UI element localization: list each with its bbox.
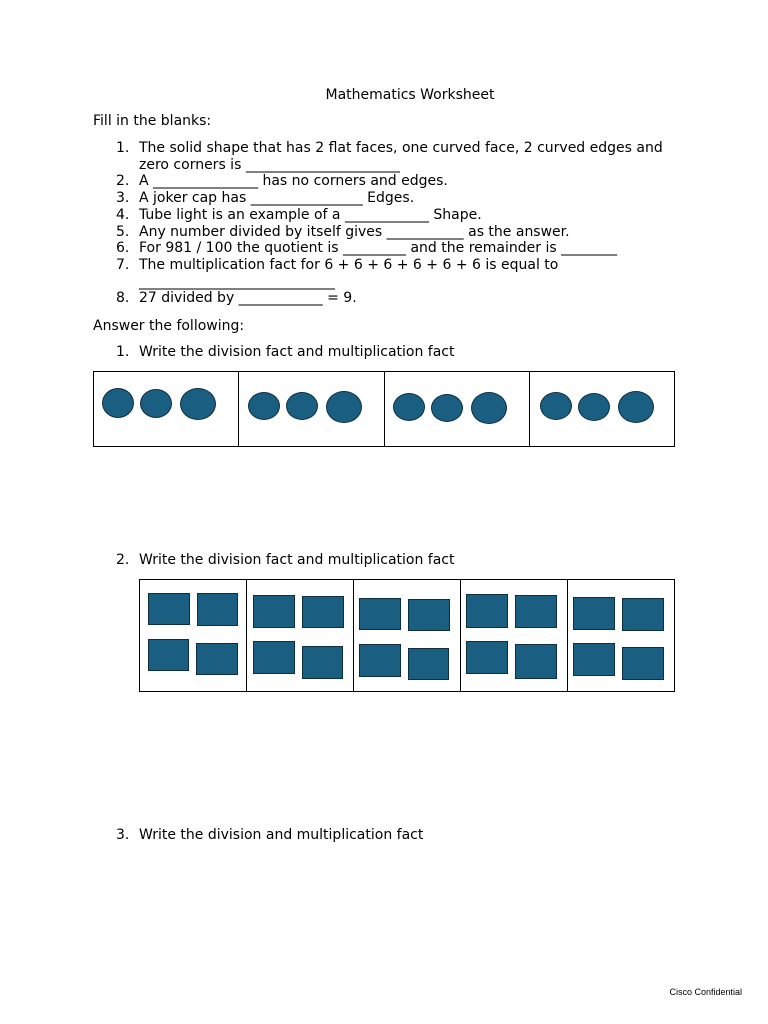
circle-shape	[180, 388, 216, 420]
square-group-cell	[246, 580, 353, 691]
square-shape	[466, 641, 508, 674]
square-group-cell	[567, 580, 674, 691]
square-shape	[622, 598, 664, 631]
square-shape	[622, 647, 664, 680]
square-shape	[302, 596, 344, 628]
footer-confidential: Cisco Confidential	[669, 987, 742, 997]
square-shape	[148, 593, 190, 625]
circle-shape	[540, 392, 572, 420]
square-shape	[408, 648, 449, 680]
circle-shape	[326, 391, 362, 423]
square-shape	[302, 646, 343, 679]
circle-group-cell	[384, 372, 529, 446]
circle-shape	[286, 392, 318, 420]
circle-group-cell	[529, 372, 674, 446]
square-shape	[148, 639, 189, 671]
list-item: 7. The multiplication fact for 6 + 6 + 6 + 6 + 6 + 6 is equal to ____________________________	[116, 256, 559, 290]
circle-group-cell	[94, 372, 238, 446]
list-item: 4. Tube light is an example of a ____________ Shape.	[116, 206, 482, 223]
page-title: Mathematics Worksheet	[325, 87, 495, 103]
circle-groups-table	[93, 371, 675, 447]
square-shape	[253, 595, 295, 628]
square-shape	[515, 644, 557, 679]
square-shape	[359, 644, 401, 677]
square-shape	[573, 597, 615, 630]
circle-group-cell	[238, 372, 383, 446]
fill-blanks-list	[116, 140, 676, 307]
square-shape	[253, 641, 295, 674]
list-item: 8. 27 divided by ____________ = 9.	[116, 290, 357, 307]
section-answer-label: Answer the following:	[93, 318, 245, 334]
circle-shape	[618, 391, 654, 423]
section-fill-blanks-label: Fill in the blanks:	[93, 113, 212, 129]
question-3: 3. Write the division and multiplication fact	[116, 827, 424, 843]
square-shape	[359, 598, 401, 630]
circle-shape	[248, 392, 280, 420]
circle-shape	[431, 394, 463, 422]
list-item: 3. A joker cap has ________________ Edges.	[116, 190, 415, 207]
circle-shape	[578, 393, 610, 421]
square-shape	[515, 595, 557, 628]
square-group-cell	[140, 580, 246, 691]
list-item: 6. For 981 / 100 the quotient is _________ and the remainder is ________	[116, 240, 618, 257]
question-1: 1. Write the division fact and multiplication fact	[116, 344, 455, 360]
circle-shape	[140, 389, 172, 418]
square-groups-table	[139, 579, 675, 692]
list-item: 1. The solid shape that has 2 flat faces, one curved face, 2 curved edges and zero corners is ______________________	[116, 140, 663, 173]
square-group-cell	[460, 580, 567, 691]
square-shape	[573, 643, 615, 676]
circle-shape	[102, 388, 134, 418]
square-shape	[466, 594, 508, 628]
list-item: 2. A _______________ has no corners and edges.	[116, 173, 448, 190]
circle-shape	[393, 393, 425, 421]
circle-shape	[471, 392, 507, 424]
square-shape	[196, 643, 238, 675]
list-item: 5. Any number divided by itself gives ___________ as the answer.	[116, 223, 570, 240]
square-group-cell	[353, 580, 460, 691]
square-shape	[408, 599, 450, 631]
question-2: 2. Write the division fact and multiplication fact	[116, 552, 455, 568]
square-shape	[197, 593, 238, 626]
